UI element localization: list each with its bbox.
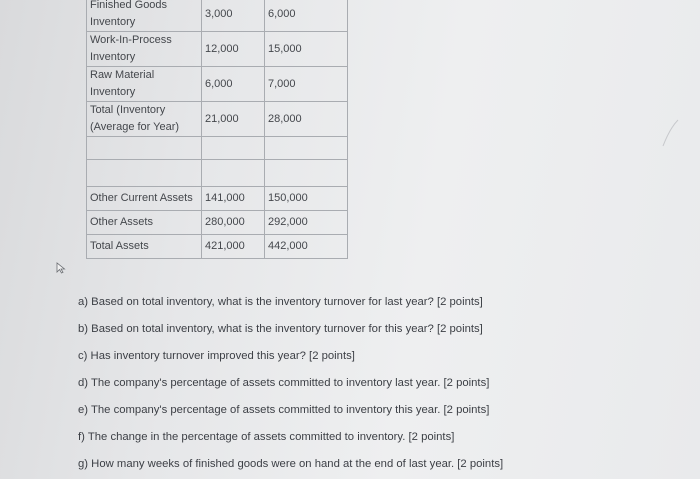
table-row bbox=[87, 211, 348, 235]
table-row bbox=[87, 187, 348, 211]
question-b: b) Based on total inventory, what is the inventory turnover for this year? [2 points] bbox=[78, 323, 483, 335]
inventory-assets-table bbox=[86, 0, 348, 259]
this-year-value: 150,000 bbox=[265, 187, 348, 211]
question-d: d) The company's percentage of assets committed to inventory last year. [2 points] bbox=[78, 377, 490, 389]
question-a: a) Based on total inventory, what is the inventory turnover for last year? [2 points] bbox=[78, 296, 483, 308]
empty-cell bbox=[202, 137, 265, 160]
question-c: c) Has inventory turnover improved this year? [2 points] bbox=[78, 350, 355, 362]
table-row bbox=[87, 102, 348, 137]
table-row bbox=[87, 67, 348, 102]
empty-cell bbox=[87, 137, 202, 160]
last-year-value: 21,000 bbox=[202, 102, 265, 137]
last-year-value: 12,000 bbox=[202, 32, 265, 67]
mouse-pointer-icon bbox=[56, 262, 66, 274]
this-year-value: 28,000 bbox=[265, 102, 348, 137]
row-label bbox=[87, 102, 202, 137]
last-year-value: 280,000 bbox=[202, 211, 265, 235]
pen-stroke-mark bbox=[660, 118, 680, 148]
row-label: Other Current Assets bbox=[87, 187, 202, 211]
this-year-value: 292,000 bbox=[265, 211, 348, 235]
row-label: Other Assets bbox=[87, 211, 202, 235]
question-e: e) The company's percentage of assets committed to inventory this year. [2 points] bbox=[78, 404, 490, 416]
last-year-value: 141,000 bbox=[202, 187, 265, 211]
empty-cell bbox=[202, 160, 265, 187]
empty-row bbox=[87, 160, 348, 187]
row-label-line2: Inventory bbox=[90, 86, 136, 98]
row-label-line1: Finished Goods bbox=[90, 0, 168, 11]
last-year-value: 421,000 bbox=[202, 235, 265, 259]
row-label-line2: Inventory bbox=[90, 16, 136, 28]
this-year-value: 15,000 bbox=[265, 32, 348, 67]
row-label-line1: Total (Inventory bbox=[90, 104, 166, 116]
row-label-line1: Raw Material bbox=[90, 69, 155, 81]
row-label bbox=[87, 32, 202, 67]
table-row bbox=[87, 235, 348, 259]
empty-row bbox=[87, 137, 348, 160]
question-f: f) The change in the percentage of assets committed to inventory. [2 points] bbox=[78, 431, 455, 443]
row-label-line1: Work-In-Process bbox=[90, 34, 172, 46]
row-label-line2: Inventory bbox=[90, 51, 136, 63]
empty-cell bbox=[265, 137, 348, 160]
empty-cell bbox=[265, 160, 348, 187]
this-year-value: 442,000 bbox=[265, 235, 348, 259]
this-year-value: 6,000 bbox=[265, 0, 348, 32]
table-row bbox=[87, 0, 348, 32]
row-label bbox=[87, 67, 202, 102]
row-label: Total Assets bbox=[87, 235, 202, 259]
last-year-value: 3,000 bbox=[202, 0, 265, 32]
question-g: g) How many weeks of finished goods were on hand at the end of last year. [2 points] bbox=[78, 458, 504, 470]
this-year-value: 7,000 bbox=[265, 67, 348, 102]
table-row bbox=[87, 32, 348, 67]
last-year-value: 6,000 bbox=[202, 67, 265, 102]
row-label-line2: (Average for Year) bbox=[90, 121, 180, 133]
empty-cell bbox=[87, 160, 202, 187]
row-label bbox=[87, 0, 202, 32]
